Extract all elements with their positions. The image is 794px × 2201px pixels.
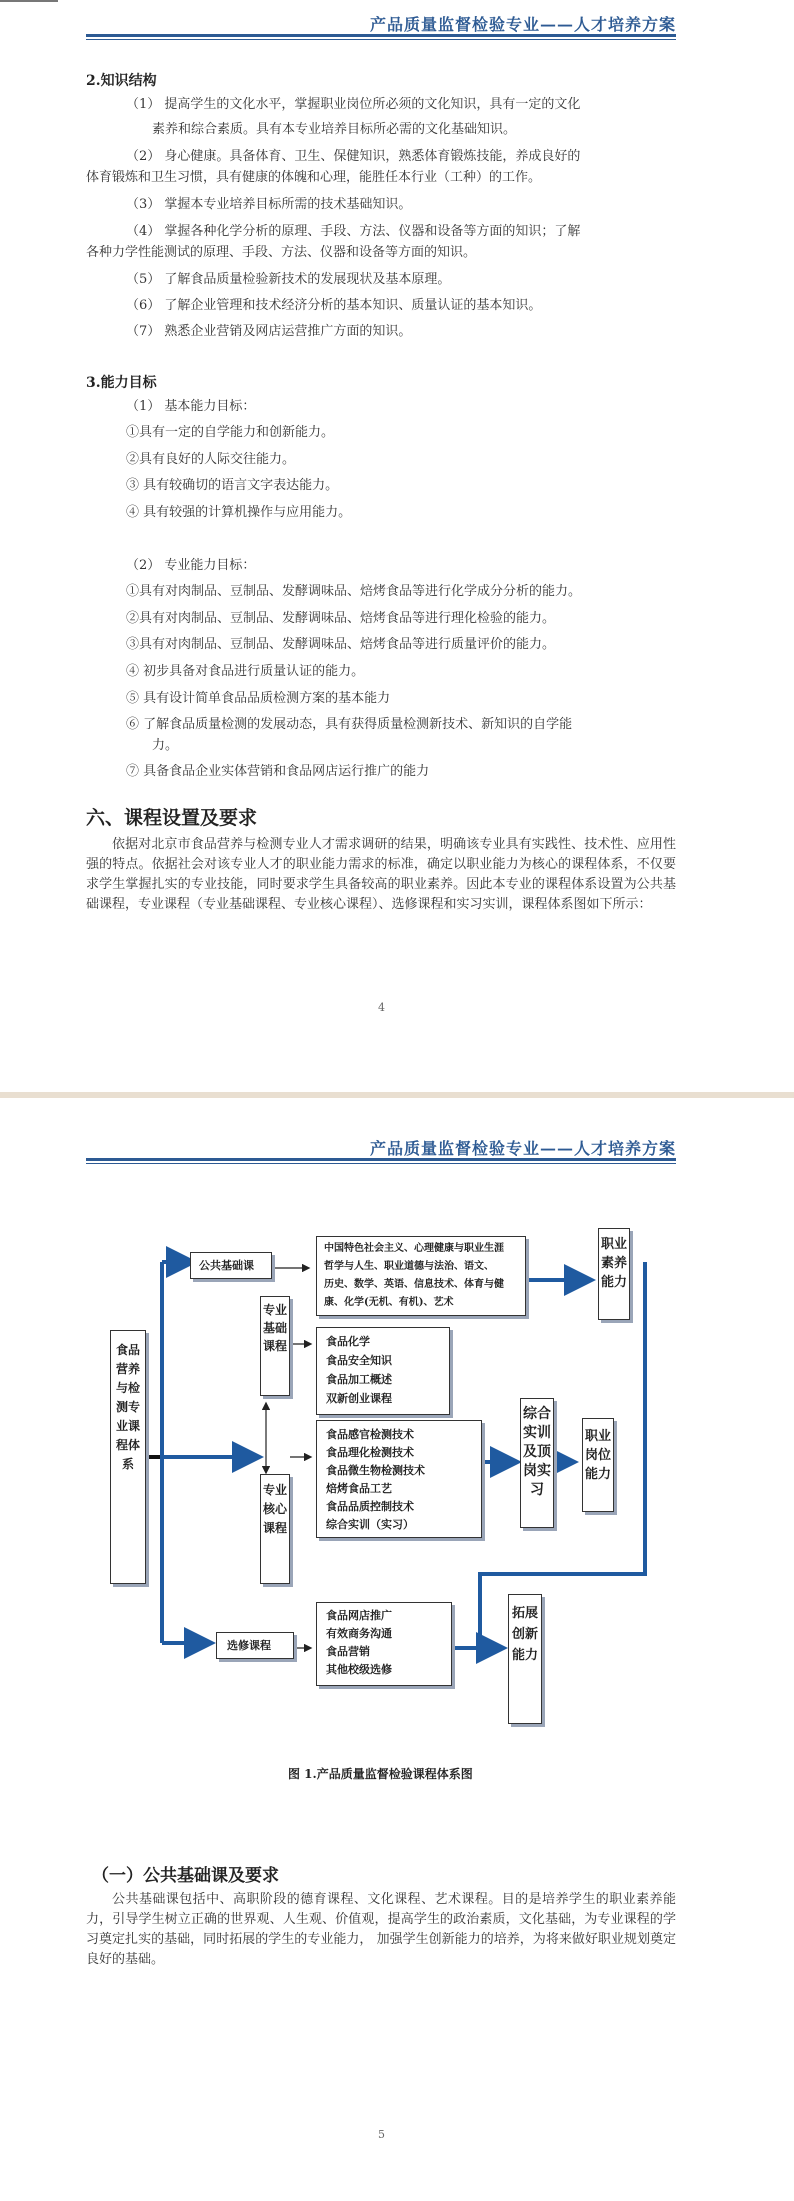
public-item: 中国特色社会主义、心理健康与职业生涯 [324,1243,504,1254]
elective-label: 选修课程 [227,1639,271,1652]
pro-basic-items-box [316,1327,450,1415]
ability-heading: 3.能力目标 [86,375,157,391]
public-item: 哲学与人生、职业道德与法治、语文、 [324,1261,494,1272]
pro-ability-item: ⑦ 具备食品企业实体营销和食品网店运行推广的能力 [126,764,430,779]
elective-item: 食品网店推广 [326,1609,392,1622]
public-box [190,1252,272,1279]
knowledge-line: 各种力学性能测试的原理、手段、方法、仪器和设备等方面的知识。 [86,245,477,260]
pro-basic-item: 食品加工概述 [326,1373,392,1386]
pro-core-item: 食品理化检测技术 [326,1446,414,1459]
page-number: 4 [378,1001,385,1014]
pro-core-item: 食品感官检测技术 [326,1428,414,1441]
knowledge-line: （5） 了解食品质量检验新技术的发展现状及基本原理。 [126,272,451,287]
pro-core-item: 综合实训（实习） [326,1518,414,1531]
innov-box [508,1594,542,1724]
elective-items-box [316,1602,452,1686]
practice-box [520,1398,554,1528]
pro-basic-item: 食品安全知识 [326,1354,392,1367]
pro-basic-box [260,1296,290,1396]
course-system-diagram [0,1098,794,1798]
pro-basic-item: 双新创业课程 [326,1392,392,1405]
pro-ability-title: （2） 专业能力目标： [126,558,256,573]
page-number: 5 [378,2128,385,2141]
basic-ability-item: ③ 具有较确切的语言文字表达能力。 [126,478,339,493]
section-heading: 六、课程设置及要求 [86,807,258,829]
corner-mark [0,0,58,2]
header-rule-thin [86,39,676,40]
pro-basic-item: 食品化学 [326,1335,370,1348]
quality-box [598,1228,630,1320]
knowledge-heading: 2.知识结构 [86,73,157,89]
basic-ability-item: ①具有一定的自学能力和创新能力。 [126,425,335,440]
page-4 [0,0,794,1098]
pro-ability-item: ③具有对肉制品、豆制品、发酵调味品、焙烤食品等进行质量评价的能力。 [126,637,556,652]
pro-core-item: 焙烤食品工艺 [326,1482,392,1495]
pro-core-label: 专业核心课程 [262,1483,287,1535]
basic-ability-title: （1） 基本能力目标： [126,399,256,414]
basic-ability-item: ②具有良好的人际交往能力。 [126,452,296,467]
section-heading: （一）公共基础课及要求 [92,1866,279,1886]
pro-basic-label: 专业基础课程 [262,1303,287,1353]
knowledge-line: （4） 掌握各种化学分析的原理、手段、方法、仪器和设备等方面的知识；了解 [126,224,581,239]
pro-ability-item: ⑤ 具有设计简单食品品质检测方案的基本能力 [126,691,391,706]
post-box [582,1418,614,1512]
practice-label: 综合实训及顶岗实习 [523,1406,551,1498]
elective-item: 其他校级选修 [326,1663,392,1676]
pro-core-box [260,1474,290,1584]
elective-item: 食品营销 [326,1645,370,1658]
quality-label: 职业素养能力 [600,1237,627,1290]
knowledge-line: 体育锻炼和卫生习惯，具有健康的体魄和心理，能胜任本行业（工种）的工作。 [86,170,542,185]
knowledge-line: （1） 提高学生的文化水平，掌握职业岗位所必须的文化知识，具有一定的文化 [126,97,581,112]
section-paragraph: 依据对北京市食品营养与检测专业人才需求调研的结果，明确该专业具有实践性、技术性、应用性强的特点。依据社会对该专业人才的职业能力需求的标准，确定以职业能力为核心的课程体系，不仅要求学生掌握扎实的专业技能，同时要求学生具备较高的职业素养。因此本专业的课程体系设置为公共基础课程，专业课程（专业基础课程、专业核心课程）、选修课程和实习实训，课程体系图如下所示： [86,837,676,912]
knowledge-line: （3） 掌握本专业培养目标所需的技术基础知识。 [126,197,412,212]
elective-item: 有效商务沟通 [326,1627,392,1640]
pro-ability-item: ⑥ 了解食品质量检测的发展动态，具有获得质量检测新技术、新知识的自学能 [126,717,573,732]
pro-ability-item: ①具有对肉制品、豆制品、发酵调味品、焙烤食品等进行化学成分分析的能力。 [126,584,582,599]
header-rule [86,34,676,37]
knowledge-line: （2） 身心健康。具备体育、卫生、保健知识，熟悉体育锻炼技能，养成良好的 [126,149,581,164]
root-box [110,1330,146,1584]
pro-core-item: 食品品质控制技术 [326,1500,414,1513]
header-title: 产品质量监督检验专业——人才培养方案 [369,1139,676,1158]
public-item: 历史、数学、英语、信息技术、体育与健 [324,1279,504,1290]
public-item: 康、化学(无机、有机)、艺术 [324,1297,454,1308]
post-label: 职业岗位能力 [584,1429,611,1482]
diagram-caption: 图 1.产品质量监督检验课程体系图 [288,1767,473,1781]
pro-ability-item: 力。 [152,738,179,753]
section-paragraph: 公共基础课包括中、高职阶段的德育课程、文化课程、艺术课程。目的是培养学生的职业素养能力，引导学生树立正确的世界观、人生观、价值观，提高学生的政治素质，文化基础，为专业课程的学习奠定扎实的基础，同时拓展的学生的专业能力， 加强学生创新能力的培养，为将来做好职业规划奠定良好的基础。 [86,1892,676,1967]
pro-core-items-box [316,1420,482,1538]
public-label: 公共基础课 [199,1259,254,1272]
pro-ability-item: ②具有对肉制品、豆制品、发酵调味品、焙烤食品等进行理化检验的能力。 [126,611,556,626]
knowledge-line: （6） 了解企业管理和技术经济分析的基本知识、质量认证的基本知识。 [126,298,542,313]
pro-ability-item: ④ 初步具备对食品进行质量认证的能力。 [126,664,365,679]
header-title: 产品质量监督检验专业——人才培养方案 [369,15,676,34]
knowledge-line: （7） 熟悉企业营销及网店运营推广方面的知识。 [126,324,412,339]
elective-box [216,1632,294,1659]
root-label: 食品营养与检测专业课程体系 [115,1343,140,1471]
page-5 [0,1098,794,2201]
innov-label: 拓展创新能力 [511,1606,538,1663]
pro-core-item: 食品微生物检测技术 [326,1464,425,1477]
main-trunk [146,1262,256,1643]
knowledge-line: 素养和综合素质。具有本专业培养目标所必需的文化基础知识。 [152,122,517,137]
basic-ability-item: ④ 具有较强的计算机操作与应用能力。 [126,505,352,520]
public-items-box [316,1236,526,1316]
